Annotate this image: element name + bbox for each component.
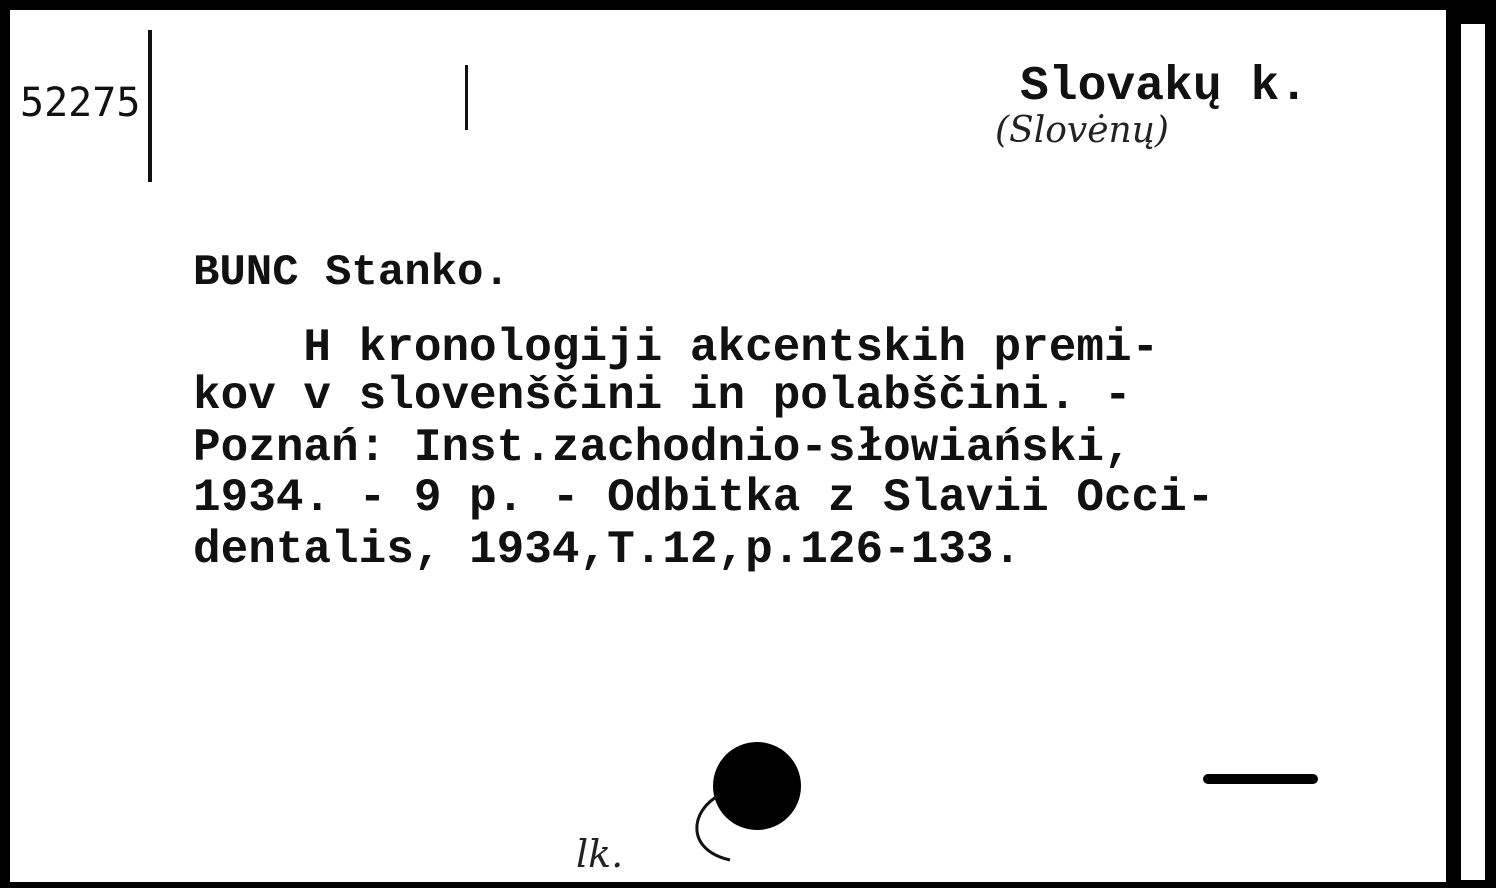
continuation-dash	[1203, 774, 1318, 784]
accession-number: 52275	[20, 80, 141, 126]
handwritten-initials: lk.	[576, 832, 624, 876]
author-name: BUNC Stanko.	[193, 248, 510, 298]
margin-rule	[148, 30, 152, 182]
bibliographic-line: 1934. - 9 p. - Odbitka z Slavii Occi-	[193, 472, 1215, 524]
bibliographic-line: Poznań: Inst.zachodnio-słowiański,	[193, 422, 1132, 474]
bibliographic-line: kov v slovenščini in polabščini. -	[193, 370, 1132, 422]
column-tick	[465, 65, 468, 130]
subject-heading: Slovakų k.	[1020, 60, 1309, 114]
card-edge-strip	[1458, 24, 1488, 880]
hole-tear-mark	[680, 790, 790, 870]
handwritten-annotation: (Slovėnų)	[995, 110, 1169, 151]
bibliographic-line: H kronologiji akcentskih premi-	[193, 322, 1160, 374]
bibliographic-line: dentalis, 1934,T.12,p.126-133.	[193, 524, 1022, 576]
catalog-card	[10, 10, 1446, 882]
